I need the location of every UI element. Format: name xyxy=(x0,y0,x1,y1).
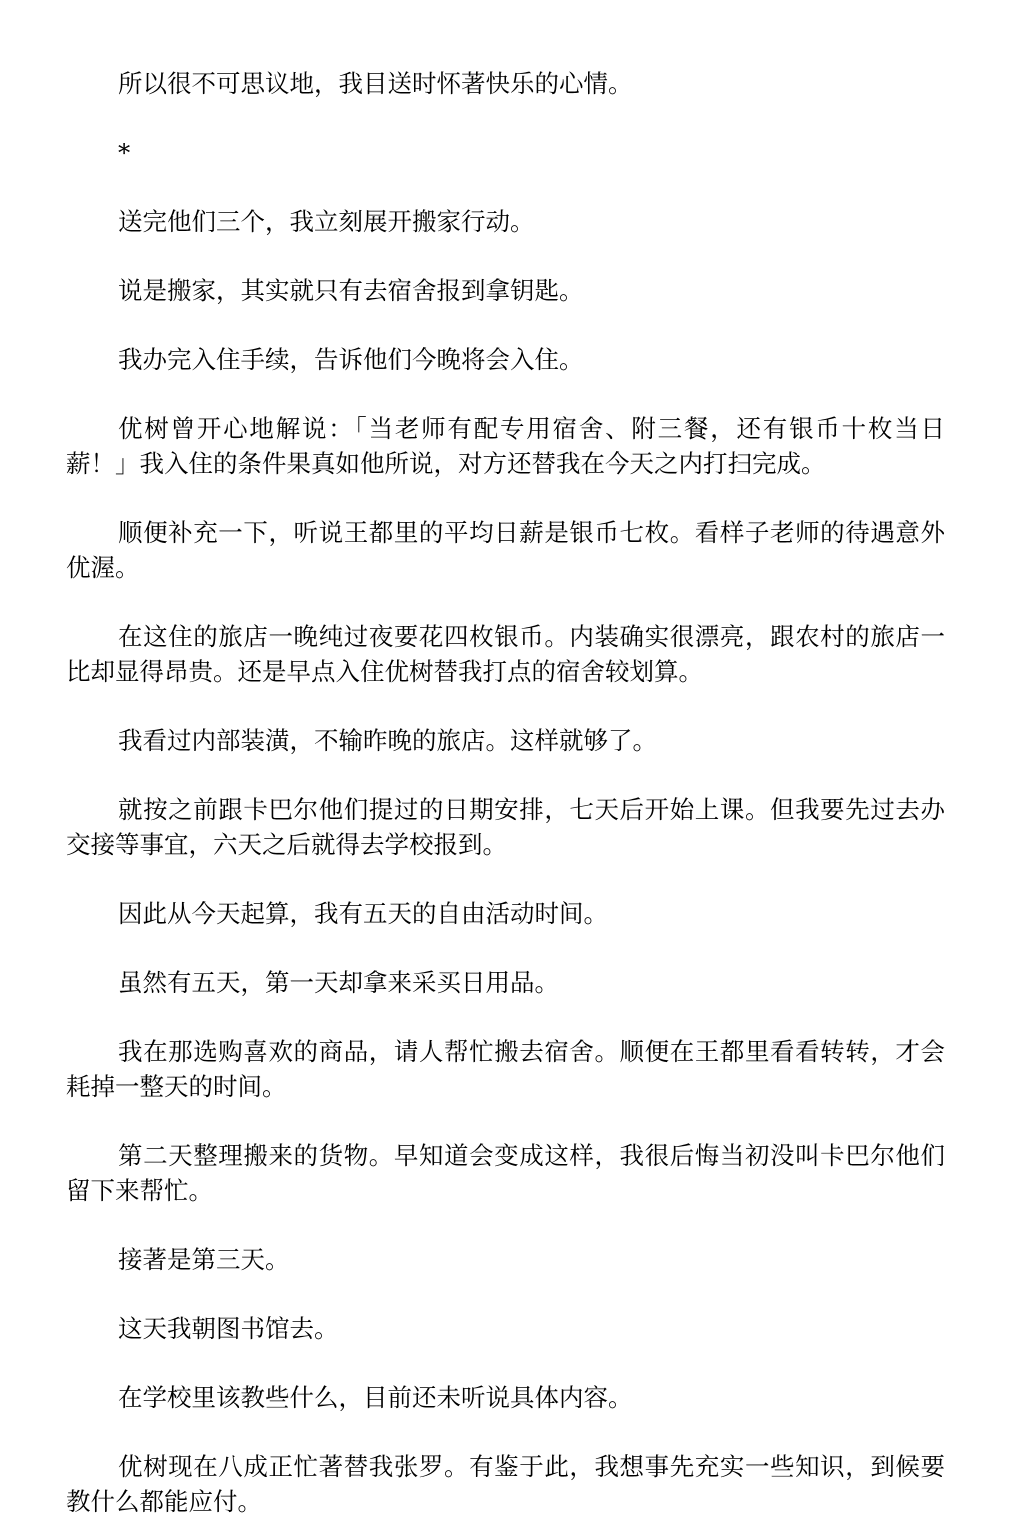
paragraph: 因此从今天起算，我有五天的自由活动时间。 xyxy=(118,899,608,928)
paragraph: 接著是第三天。 xyxy=(118,1245,290,1274)
paragraph: 我看过内部装潢，不输昨晚的旅店。这样就够了。 xyxy=(118,726,657,755)
paragraph: 第二天整理搬来的货物。早知道会变成这样，我很后悔当初没叫卡巴尔他们留下来帮忙。 xyxy=(66,1141,945,1205)
paragraph: 在学校里该教些什么，目前还未听说具体内容。 xyxy=(118,1383,633,1412)
paragraph: 顺便补充一下，听说王都里的平均日薪是银币七枚。看样子老师的待遇意外优渥。 xyxy=(66,518,945,582)
paragraph: 虽然有五天，第一天却拿来采买日用品。 xyxy=(118,968,559,997)
paragraph: 优树现在八成正忙著替我张罗。有鉴于此，我想事先充实一些知识，到候要教什么都能应付。 xyxy=(66,1452,945,1516)
paragraph: 说是搬家，其实就只有去宿舍报到拿钥匙。 xyxy=(118,276,584,305)
paragraph: 优树曾开心地解说：「当老师有配专用宿舍、附三餐，还有银币十枚当日薪！」我入住的条件果真如他所说，对方还替我在今天之内打扫完成。 xyxy=(66,414,945,478)
paragraph: 所以很不可思议地，我目送时怀著快乐的心情。 xyxy=(118,69,633,98)
scene-separator: * xyxy=(118,138,131,167)
paragraph: 我在那选购喜欢的商品，请人帮忙搬去宿舍。顺便在王都里看看转转，才会耗掉一整天的时间。 xyxy=(66,1037,945,1101)
paragraph: 在这住的旅店一晚纯过夜要花四枚银币。内装确实很漂亮，跟农村的旅店一比却显得昂贵。还是早点入住优树替我打点的宿舍较划算。 xyxy=(66,622,945,686)
paragraph: 就按之前跟卡巴尔他们提过的日期安排，七天后开始上课。但我要先过去办交接等事宜，六天之后就得去学校报到。 xyxy=(66,795,945,859)
paragraph: 送完他们三个，我立刻展开搬家行动。 xyxy=(118,207,535,236)
paragraph: 我办完入住手续，告诉他们今晚将会入住。 xyxy=(118,345,584,374)
paragraph: 这天我朝图书馆去。 xyxy=(118,1314,339,1343)
